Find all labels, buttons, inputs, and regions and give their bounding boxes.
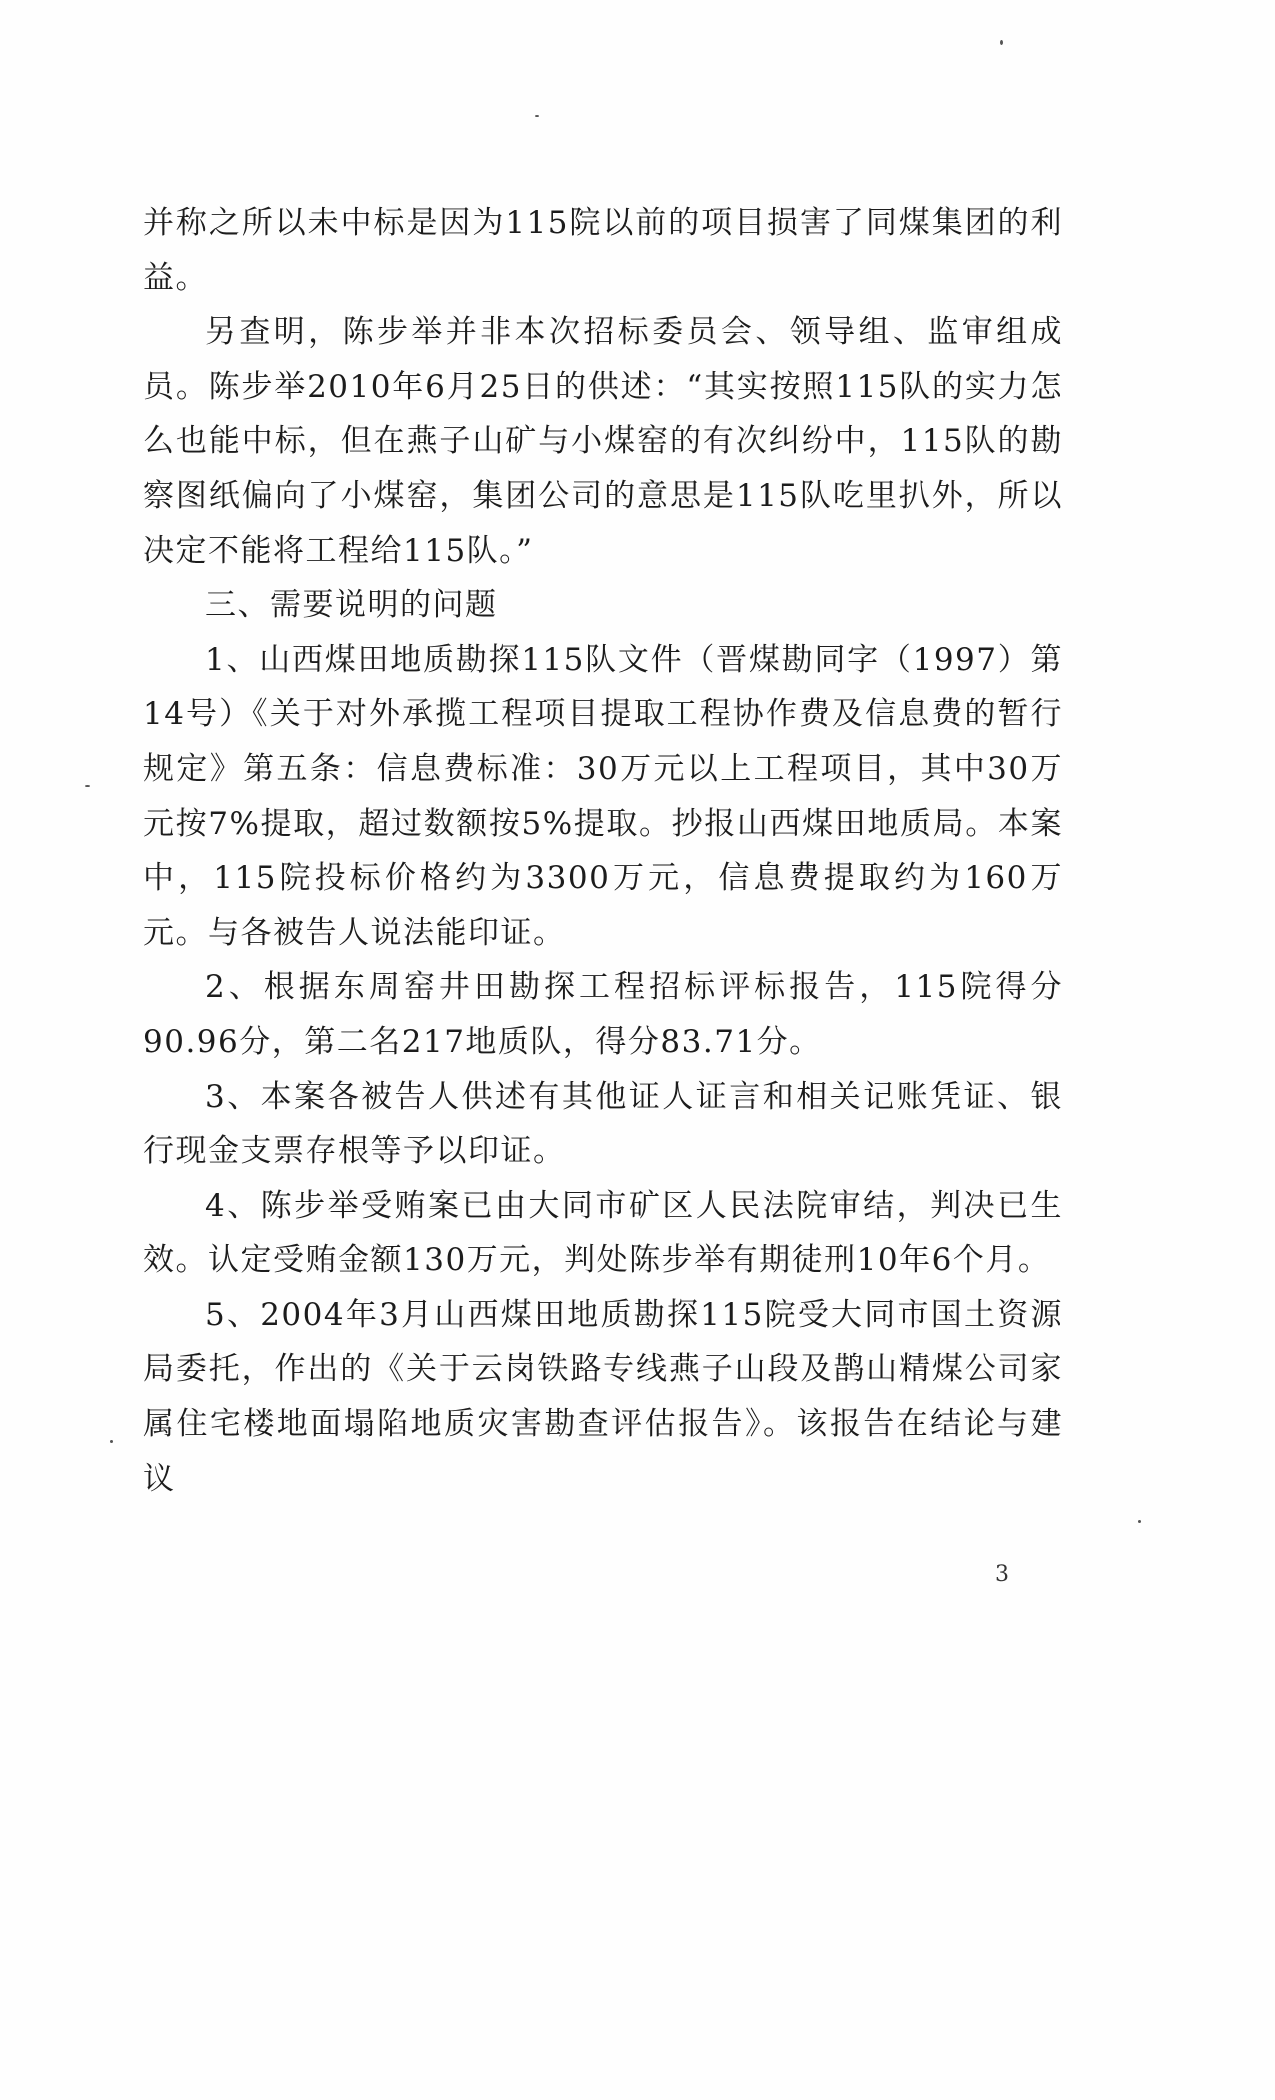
list-item-3: 3、本案各被告人供述有其他证人证言和相关记账凭证、银行现金支票存根等予以印证。 xyxy=(143,1078,1063,1170)
scan-speck xyxy=(85,785,90,787)
section-heading: 三、需要说明的问题 xyxy=(205,587,498,624)
page-number: 3 xyxy=(995,1562,1009,1587)
paragraph-additional-findings: 另查明，陈步举并非本次招标委员会、领导组、监审组成员。陈步举2010年6月25日的供述：“其实按照115队的实力怎么也能中标，但在燕子山矿与小煤窑的有次纠纷中，115队的勘察图纸偏向了小煤窑，集团公司的意思是115队吃里扒外，所以决定不能将工程给115队。” xyxy=(143,314,1063,569)
list-item-2: 2、根据东周窑井田勘探工程招标评标报告，115院得分90.96分，第二名217地质队，得分83.71分。 xyxy=(143,969,1063,1060)
scan-speck xyxy=(110,1440,113,1443)
list-item-1: 1、山西煤田地质勘探115队文件（晋煤勘同字（1997）第14号）《关于对外承揽工程项目提取工程协作费及信息费的暂行规定》第五条：信息费标准：30万元以上工程项目，其中30万元按7%提取，超过数额按5%提取。抄报山西煤田地质局。本案中，115院投标价格约为3300万元，信息费提取约为160万元。与各被告人说法能印证。 xyxy=(143,641,1063,951)
scan-speck xyxy=(535,115,539,117)
document-body xyxy=(143,196,1063,1506)
list-item-5: 5、2004年3月山西煤田地质勘探115院受大同市国土资源局委托，作出的《关于云岗铁路专线燕子山段及鹊山精煤公司家属住宅楼地面塌陷地质灾害勘查评估报告》。该报告在结论与建议 xyxy=(143,1296,1063,1497)
paragraph-continuation: 并称之所以未中标是因为115院以前的项目损害了同煤集团的利益。 xyxy=(143,205,1063,296)
list-item-4: 4、陈步举受贿案已由大同市矿区人民法院审结，判决已生效。认定受贿金额130万元，判处陈步举有期徒刑10年6个月。 xyxy=(143,1187,1063,1279)
scan-speck xyxy=(1138,1520,1141,1523)
scan-speck xyxy=(1000,40,1003,45)
